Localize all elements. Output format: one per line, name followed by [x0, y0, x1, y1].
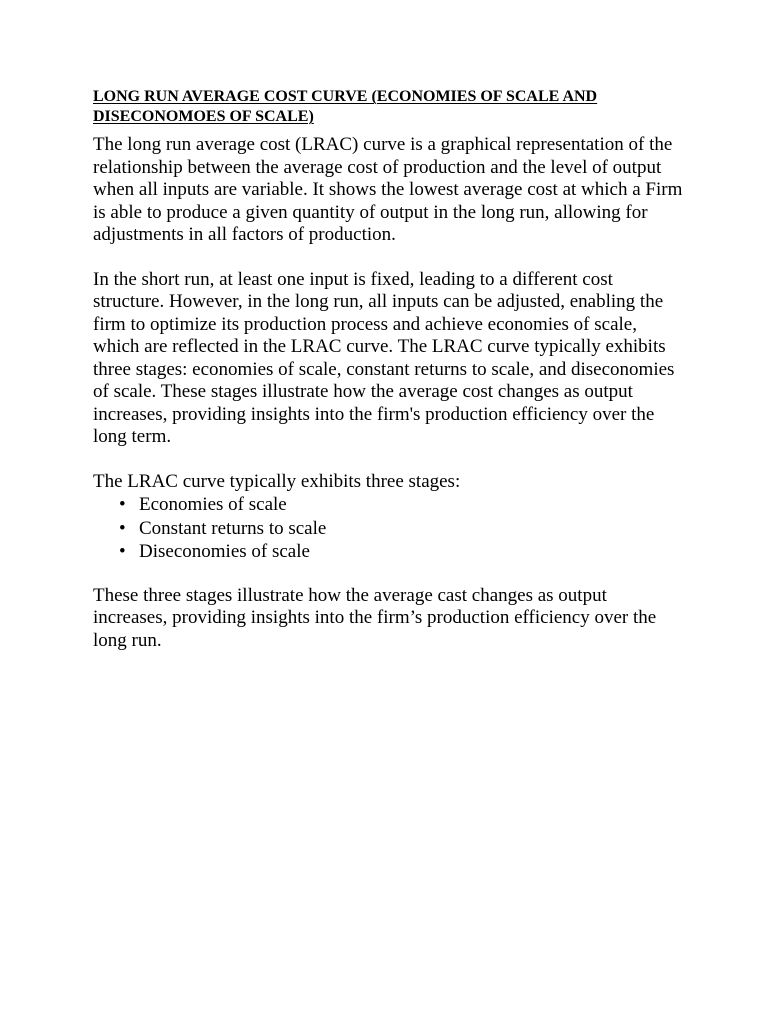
bullet-icon: • [119, 541, 126, 562]
bullet-icon: • [119, 494, 126, 515]
bullet-icon: • [119, 517, 126, 539]
document-page [93, 87, 693, 652]
stages-section [93, 471, 693, 564]
paragraph-definition: The long run average cost (LRAC) curve is a graphical representation of the relationship between the average cost of production and the level of output when all inputs are variable. It shows the lowest average cost at which a Firm is able to produce a given quantity of output in the long run, allowing for adjustments in all factors of production. [93, 134, 683, 245]
heading-line-2: DISECONOMOES OF SCALE) [93, 108, 314, 125]
document-heading [93, 87, 678, 127]
stage-label: Constant returns to scale [139, 517, 327, 539]
stages-intro: The LRAC curve typically exhibits three stages: [93, 470, 461, 492]
list-item [119, 517, 693, 541]
stage-label: Economies of scale [139, 494, 287, 515]
stage-label: Diseconomies of scale [139, 541, 310, 562]
list-item [119, 540, 693, 564]
list-item [119, 493, 693, 517]
heading-line-1: LONG RUN AVERAGE COST CURVE (ECONOMIES OF SCALE AND [93, 88, 598, 105]
paragraph-closing: These three stages illustrate how the average cast changes as output increases, providing insights into the firm’s production efficiency over the long run. [93, 584, 657, 651]
stages-list [93, 493, 693, 564]
paragraph-short-vs-long-run: In the short run, at least one input is fixed, leading to a different cost structure. However, in the long run, all inputs can be adjusted, enabling the firm to optimize its production process and achieve economies of scale, which are reflected in the LRAC curve. The LRAC curve typically exhibits three stages: economies of scale, constant returns to scale, and diseconomies of scale. These stages illustrate how the average cost changes as output increases, providing insights into the firm's production efficiency over the long term. [93, 268, 675, 447]
